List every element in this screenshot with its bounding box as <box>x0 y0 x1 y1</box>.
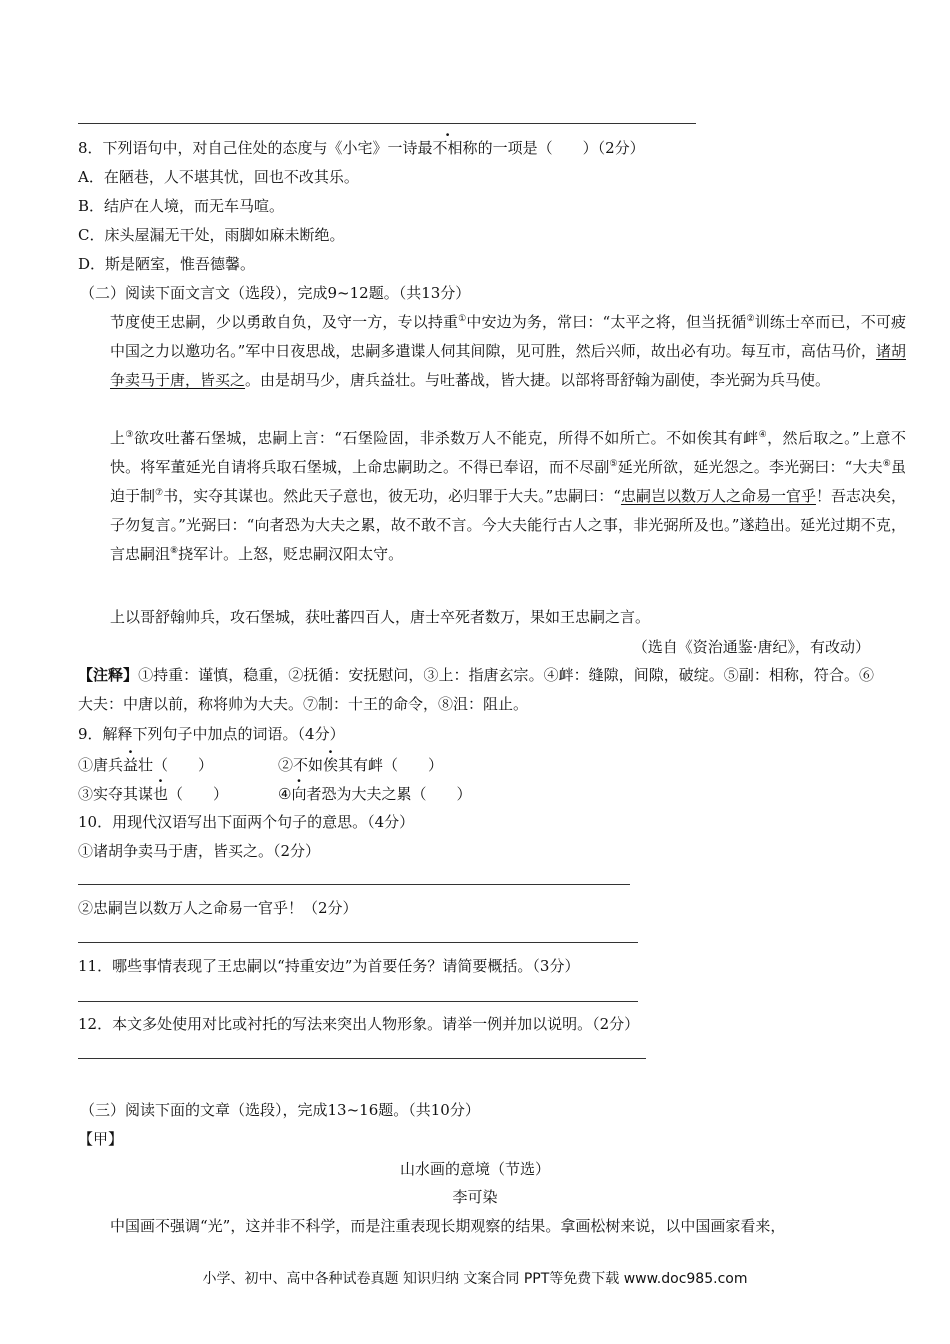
q8-option-a: A．在陋巷，人不堪其忧，回也不改其乐。 <box>78 168 359 186</box>
q8-stem-pre: 8．下列语句中，对自己住处的态度与《小宅》一诗 <box>78 139 418 157</box>
q9-stem: 9．解释下列句子中加点的词语。（4分） <box>78 725 345 743</box>
q8-stem <box>78 137 645 159</box>
article-title: 山水画的意境（节选） <box>399 1160 550 1178</box>
q10-answer-line-1[interactable] <box>78 884 630 885</box>
underlined-sentence-1: 诸胡争卖马于唐，皆买之 <box>110 342 906 389</box>
q11-stem: 11．哪些事情表现了王忠嗣以“持重安边”为首要任务？请简要概括。（3分） <box>78 957 580 975</box>
q8-emphasis: 最不相称 <box>417 139 478 157</box>
passage-paragraph-1: 节度使王忠嗣，少以勇敢自负，及守一方，专以持重①中安边为务，常曰：“太平之将，但当抚循②训练士卒而已，不可疲中国之力以邀功名。”军中日夜思战，忠嗣多遣谍人伺其间隙，见可胜，然后兴师，故出必有功。每互市，高估马价，诸胡争卖马于唐，皆买之。由是胡马少，唐兵益壮。与吐蕃战，皆大捷。以部将哥舒翰为副使，李光弼为兵马使。 <box>110 313 906 389</box>
section2-header: （二）阅读下面文言文（选段），完成9~12题。（共13分） <box>80 284 471 302</box>
q9-item-3: ③实夺其谋也（ ） <box>78 785 229 803</box>
passage-paragraph-3: 上以哥舒翰帅兵，攻石堡城，获吐蕃四百人，唐士卒死者数万，果如王忠嗣之言。 <box>110 608 651 626</box>
annotations <box>78 661 874 719</box>
q10-sentence-1: ①诸胡争卖马于唐，皆买之。（2分） <box>78 842 321 860</box>
annotations-text: ①持重：谨慎，稳重，②抚循：安抚慰问，③上：指唐玄宗。④衅：缝隙，间隙，破绽。⑤副：相称，符合。⑥大夫：中唐以前，称将帅为大夫。⑦制：十王的命令，⑧沮：阻止。 <box>78 666 874 713</box>
q9-item-2: ②不如俟其有衅（ ） <box>278 756 444 774</box>
q8-option-b: B．结庐在人境，而无车马喧。 <box>78 197 285 215</box>
section3-header: （三）阅读下面的文章（选段），完成13~16题。（共10分） <box>80 1101 480 1119</box>
annotations-label: 【注释】 <box>78 666 139 684</box>
q10-stem: 10．用现代汉语写出下面两个句子的意思。（4分） <box>78 813 415 831</box>
q8-stem-post: 的一项是（ ）（2分） <box>477 139 645 157</box>
footer-banner: 小学、初中、高中各种试卷真题 知识归纳 文案合同 PPT等免费下载 www.doc985.com <box>202 1271 748 1287</box>
q12-stem: 12．本文多处使用对比或衬托的写法来突出人物形象。请举一例并加以说明。（2分） <box>78 1015 640 1033</box>
q10-answer-line-2[interactable] <box>78 942 638 943</box>
passage-source: （选自《资治通鉴·唐纪》，有改动） <box>632 638 870 656</box>
underlined-sentence-2: 忠嗣岂以数万人之命易一官乎 <box>620 487 816 505</box>
q9-item-1: ①唐兵益壮（ ） <box>78 756 214 774</box>
q8-option-d: D．斯是陋室，惟吾德馨。 <box>78 255 256 273</box>
passage-paragraph-2: 上③欲攻吐蕃石堡城，忠嗣上言：“石堡险固，非杀数万人不能克，所得不如所亡。不如俟其有衅④，然后取之。”上意不快。将军董延光自请将兵取石堡城，上命忠嗣助之。不得已奉诏，而不尽副⑤延光所欲，延光怨之。李光弼曰：“大夫⑥虽迫于制⑦书，实夺其谋也。然此天子意也，彼无功，必归罪于大夫。”忠嗣曰：“忠嗣岂以数万人之命易一官乎！吾志决矣，子勿复言。”光弼曰：“向者恐为大夫之累，故不敢不言。今大夫能行古人之事，非光弼所及也。”遂趋出。延光过期不克，言忠嗣沮⑧挠军计。上怒，贬忠嗣汉阳太守。 <box>110 429 906 563</box>
q12-answer-line[interactable] <box>78 1058 646 1059</box>
q10-sentence-2: ②忠嗣岂以数万人之命易一官乎！（2分） <box>78 899 358 917</box>
article-paragraph-1: 中国画不强调“光”，这并非不科学，而是注重表现长期观察的结果。拿画松树来说，以中国画家看来， <box>110 1217 786 1235</box>
q9-item-4: ④向者恐为大夫之累（ ） <box>278 785 472 803</box>
q8-option-c: C．床头屋漏无干处，雨脚如麻未断绝。 <box>78 226 345 244</box>
section3-label: 【甲】 <box>78 1130 124 1148</box>
q11-answer-line[interactable] <box>78 1001 638 1002</box>
article-author: 李可染 <box>452 1188 498 1206</box>
top-divider <box>78 123 696 124</box>
